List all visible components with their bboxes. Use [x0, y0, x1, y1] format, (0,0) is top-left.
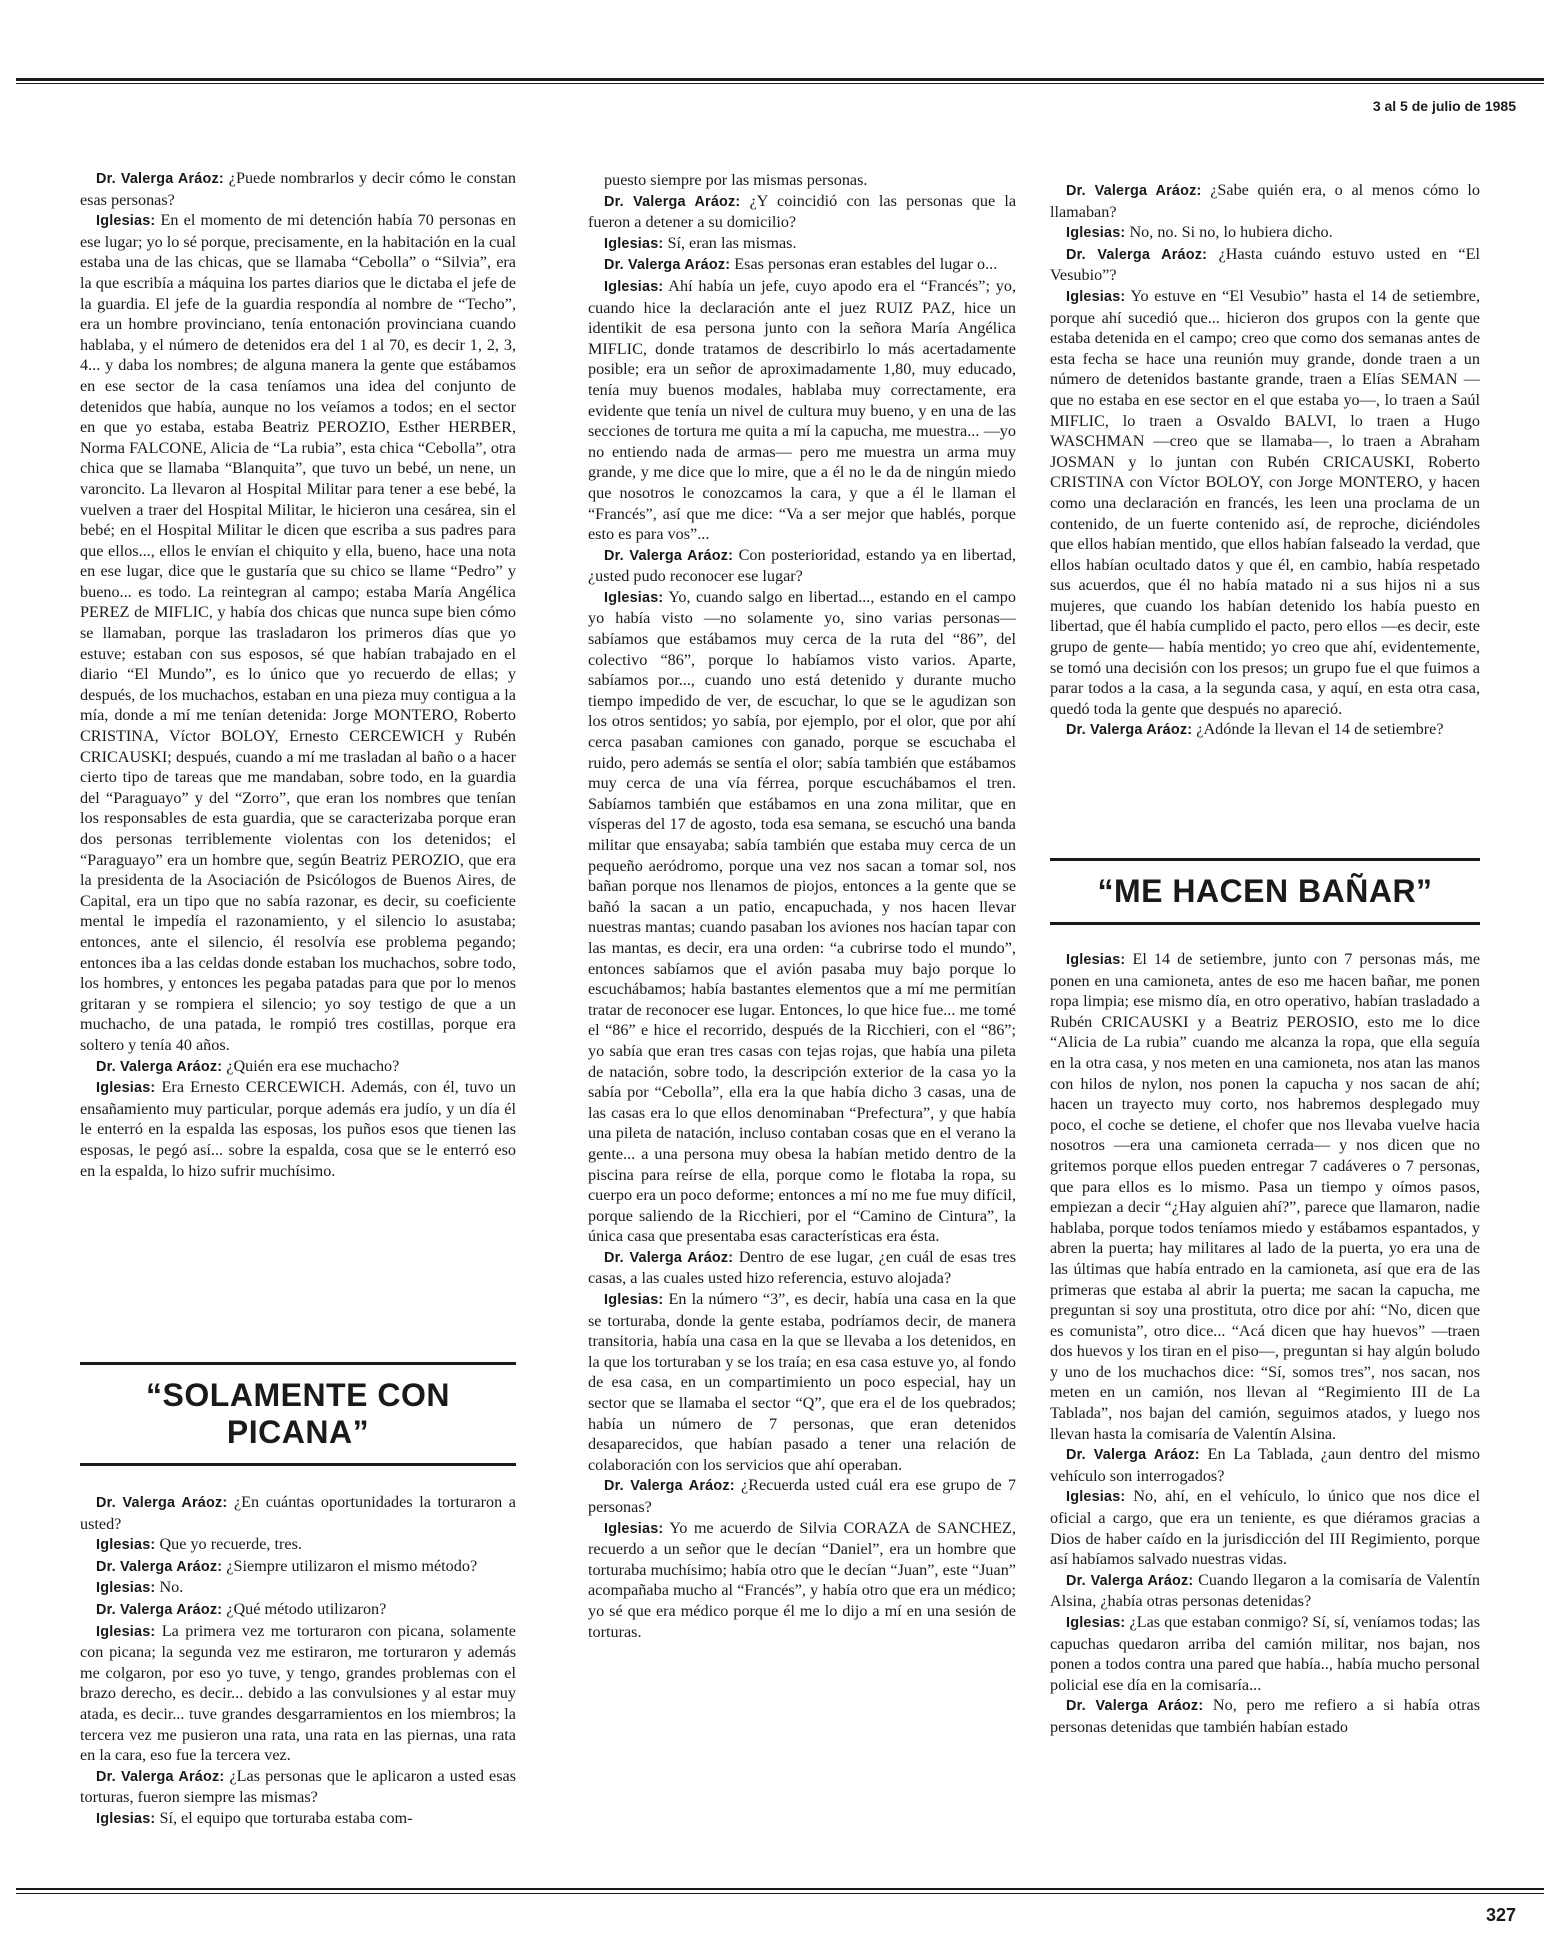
- speaker-label: Iglesias:: [604, 1520, 664, 1537]
- transcript-paragraph: [80, 1599, 516, 1621]
- transcript-paragraph: [1050, 949, 1480, 1444]
- transcript-paragraph: [80, 1808, 516, 1830]
- speaker-label: Iglesias:: [96, 1537, 156, 1554]
- paragraph-text: ¿Sabe quién era, o al menos cómo lo llamaban?: [1050, 181, 1480, 221]
- paragraph-text: ¿En cuántas oportunidades la torturaron a usted?: [80, 1493, 516, 1533]
- transcript-paragraph: [80, 1556, 516, 1578]
- transcript-paragraph: [588, 1475, 1016, 1517]
- paragraph-text: ¿Recuerda usted cuál era ese grupo de 7 personas?: [588, 1476, 1017, 1516]
- paragraph-text: En la número “3”, es decir, había una casa en la que se torturaba, donde la gente estaba, podríamos decir, de manera transitoria, había una casa en la que se llevaba a los detenidos, en la que los torturaban y se los traía; en esa casa estuve yo, al fondo de esa casa, en un compartimiento un poco especial, hay un sector que se llamaba el sector “Q”, que era el de los quebrados; había un número de 7 personas, que eran detenidos desaparecidos, que habían pasado a tener una relación de colaboración con los servicios que ahí operaban.: [588, 1290, 1016, 1474]
- bottom-rule: [16, 1888, 1544, 1890]
- transcript-paragraph: [588, 276, 1016, 545]
- paragraph-text: Yo estuve en “El Vesubio” hasta el 14 de setiembre, porque ahí sucedió que... hicieron dos grupos con la gente que estaba detenida en el campo; creo que como dos semanas antes de esta fecha se hace una reunión muy grande, donde traen a un número de detenidos bastante grande, traen a Elías SEMAN —que no estaba en ese sector en el que estaba yo—, lo traen a Saúl MIFLIC, lo traen a Osvaldo BALVI, lo traen a Hugo WASCHMAN —creo que se llamaba—, lo traen a Abraham JOSMAN y lo juntan con Rubén CRICAUSKI, Roberto CRISTINA con Víctor BOLOY, con Jorge MONTERO, y hacen como una declaración en francés, les leen una proclama de un contenido, de un fuerte contenido así, de reproche, diciéndoles que ellos habían mentido, que ellos habían falseado la verdad, que ellos habían ocultado datos y que él, en cambio, había respetado sus acuerdos, que él no había matado ni a sus hijos ni a sus mujeres, que cuando los habían detenido los había puesto en libertad, que él había cumplido el pacto, pero ellos —es decir, este grupo de gente— había mentido; yo creo que ahí, evidentemente, se tomó una decisión con los presos; un grupo fue el que fuimos a parar todos a la casa, a la segunda casa, y aquí, en esta otra casa, quedó toda la gente que después no apareció.: [1050, 286, 1480, 718]
- paragraph-text: La primera vez me torturaron con picana, solamente con picana; la segunda vez me estiraron, me torturaron y además me colgaron, por eso yo tuve, y tengo, grandes problemas con el brazo derecho, es decir... debido a las convulsiones y al estar muy atada, es decir... tuve grandes desgarramientos en los miembros; la tercera vez me pusieron una rata, una rata en las piernas, una rata en la cara, eso fue la tercera vez.: [80, 1621, 516, 1765]
- transcript-paragraph: [1050, 719, 1480, 741]
- transcript-paragraph: [588, 254, 1016, 276]
- speaker-label: Iglesias:: [96, 1580, 156, 1597]
- heading-box: [80, 1362, 516, 1466]
- speaker-label: Dr. Valerga Aráoz:: [96, 1495, 228, 1511]
- speaker-label: Dr. Valerga Aráoz:: [604, 1249, 734, 1266]
- speaker-label: Iglesias:: [96, 1080, 156, 1097]
- paragraph-text: Sí, eran las mismas.: [667, 233, 797, 252]
- transcript-paragraph: [588, 191, 1016, 233]
- transcript-paragraph: [1050, 222, 1480, 244]
- speaker-label: Iglesias:: [1066, 288, 1126, 305]
- transcript-paragraph: [1050, 180, 1480, 222]
- speaker-label: Dr. Valerga Aráoz:: [96, 1768, 225, 1785]
- transcript-paragraph: [1050, 1570, 1480, 1612]
- speaker-label: Dr. Valerga Aráoz:: [604, 1478, 735, 1495]
- paragraph-text: Yo me acuerdo de Silvia CORAZA de SANCHEZ, recuerdo a un señor que le decían “Daniel”, era un hombre que torturaba muchísimo; había otro que le decían “Juan”, este “Juan” acompañaba mucho al “Francés”, y había otro que era un médico; yo sé que era médico porque él me lo dijo a mí en una sesión de torturas.: [588, 1518, 1016, 1641]
- paragraph-text: Era Ernesto CERCEWICH. Además, con él, tuvo un ensañamiento muy particular, porque además era judío, y un día él le enterró en la espalda las esposas, los puños esos que tienen las esposas, le pegó así... sobre la espalda, cosa que se le enterró eso en la espalda, lo hizo sufrir muchísimo.: [80, 1078, 517, 1180]
- transcript-paragraph: [588, 1247, 1016, 1289]
- paragraph-text: ¿Adónde la llevan el 14 de setiembre?: [1196, 720, 1444, 739]
- paragraph-text: ¿Puede nombrarlos y decir cómo le constan esas personas?: [80, 169, 516, 209]
- transcript-paragraph: [80, 168, 516, 210]
- column-3: [1050, 180, 1480, 741]
- paragraph-text: ¿Y coincidió con las personas que la fueron a detener a su domicilio?: [588, 191, 1017, 232]
- speaker-label: Dr. Valerga Aráoz:: [1066, 722, 1193, 739]
- transcript-paragraph: [1050, 1695, 1480, 1737]
- transcript-paragraph: [1050, 1486, 1480, 1569]
- speaker-label: Iglesias:: [1066, 1615, 1126, 1631]
- speaker-label: Dr. Valerga Aráoz:: [1066, 1447, 1200, 1464]
- paragraph-text: No, pero me refiero a si había otras personas detenidas que también habían estado: [1050, 1696, 1480, 1736]
- column-3-continued: [1050, 949, 1480, 1738]
- speaker-label: Dr. Valerga Aráoz:: [1066, 246, 1208, 263]
- speaker-label: Iglesias:: [96, 1810, 156, 1827]
- transcript-paragraph: [80, 1577, 516, 1599]
- transcript-paragraph: [80, 1534, 516, 1556]
- paragraph-text: Esas personas eran estables del lugar o...: [734, 255, 998, 274]
- heading-text: “ME HACEN BAÑAR”: [1097, 873, 1433, 909]
- speaker-label: Iglesias:: [1066, 225, 1126, 242]
- speaker-label: Iglesias:: [604, 278, 664, 295]
- transcript-paragraph: [80, 1056, 516, 1078]
- column-1-continued: [80, 1492, 516, 1830]
- paragraph-text: Ahí había un jefe, cuyo apodo era el “Francés”; yo, cuando hice la declaración ante el juez RUIZ PAZ, hice un identikit de esa persona junto con la señora María Angélica MIFLIC, donde tratamos de describirlo lo más acertadamente posible; era un señor de aproximadamente 1,80, muy educado, tenía muy buenos modales, hablaba muy correctamente, era evidente que tenía un nivel de cultura muy bueno, y en una de las secciones de tortura me quita a mí la capucha, me muestra... —yo no entiendo nada de armas— pero me muestra un arma muy grande, y me dice que lo mire, que a él no le da de ningún miedo que nosotros le conozcamos la cara, y que a él le llaman el “Francés”, así que me dice: “Va a ser mejor que hablés, porque esto es para vos”...: [588, 276, 1016, 544]
- paragraph-text: ¿Qué método utilizaron?: [226, 1599, 387, 1618]
- paragraph-text: El 14 de setiembre, junto con 7 personas más, me ponen en una camioneta, antes de eso me hacen bañar, me ponen ropa limpia; ese mismo día, en otro operativo, habían trasladado a Rubén CRICAUSKI y a Beatriz PEROSIO, esto me lo dice “Alicia de La rubia” cuando me alcanza la ropa, que ella seguía en la otra casa, y nos meten en una camioneta, nos atan las manos con hilos de nylon, nos ponen la capucha y nos sacan de ahí; hacen un trayecto muy corto, nos habremos desplegado muy poco, el coche se detiene, el chofer que nos llevaba vuelve hacia nosotros —era una camioneta cerrada— y nos dicen que no gritemos porque ellos pueden entregar 7 cadáveres o 7 personas, que para ellos es lo mismo. Pasa un tiempo y oímos pasos, empiezan a decir “¿Hay alguien ahí?”, parece que llamaron, nadie hablaba, porque todos teníamos miedo y estábamos espantados, y abren la puerta; hay militares al lado de la puerta, yo era una de las últimas que había entrado en la camioneta, así que era de las primeras que estaba al abrir la puerta; me sacan la capucha, me preguntan si soy una prostituta, otro dice por ahí: “No, dicen que es comunista”, otro dice... “Acá dicen que hay huevos” —traen dos huevos y los tiran en el piso—, preguntan si hay algún boludo y uno de los muchachos dice: “Sí, somos tres”, nos sacan, nos meten en un camión, nos llevan al “Regimiento III de La Tablada”, nos bajan del camión, seguimos atados, y luego nos llevan hasta la comisaría de Valentín Alsina.: [1050, 950, 1481, 1443]
- speaker-label: Iglesias:: [604, 235, 664, 252]
- column-2: [588, 170, 1016, 1642]
- top-rule: [16, 78, 1544, 81]
- paragraph-text: ¿Siempre utilizaron el mismo método?: [226, 1556, 478, 1575]
- speaker-label: Dr. Valerga Aráoz:: [1066, 183, 1202, 199]
- transcript-paragraph: [1050, 244, 1480, 286]
- speaker-label: Iglesias:: [1066, 1489, 1126, 1506]
- page-number: 327: [1485, 1905, 1516, 1925]
- speaker-label: Dr. Valerga Aráoz:: [96, 1058, 223, 1075]
- paragraph-text: No, ahí, en el vehículo, lo único que nos dice el oficial a cargo, que era un teniente, es que diéramos gracias a Dios de haber caído en la jurisdicción del III Regimiento, porque así habíamos salvado nuestras vidas.: [1050, 1487, 1480, 1569]
- paragraph-text: Que yo recuerde, tres.: [159, 1535, 302, 1554]
- transcript-paragraph: [588, 545, 1016, 587]
- transcript-paragraph: [80, 1492, 516, 1534]
- paragraph-text: Con posterioridad, estando ya en libertad, ¿usted pudo reconocer ese lugar?: [588, 545, 1017, 586]
- transcript-paragraph: [1050, 1444, 1480, 1486]
- paragraph-text: Cuando llegaron a la comisaría de Valentín Alsina, ¿había otras personas detenidas?: [1050, 1570, 1480, 1611]
- speaker-label: Dr. Valerga Aráoz:: [1066, 1572, 1194, 1589]
- paragraph-text: ¿Las personas que le aplicaron a usted esas torturas, fueron siempre las mismas?: [80, 1766, 516, 1807]
- speaker-label: Dr. Valerga Aráoz:: [96, 1601, 223, 1618]
- paragraph-text: Sí, el equipo que torturaba estaba com-: [159, 1808, 413, 1827]
- section-heading-2: [1050, 858, 1480, 1738]
- paragraph-text: Dentro de ese lugar, ¿en cuál de esas tres casas, a las cuales usted hizo referencia, estuvo alojada?: [588, 1247, 1016, 1288]
- paragraph-text: puesto siempre por las mismas personas.: [604, 171, 868, 189]
- paragraph-text: En el momento de mi detención había 70 personas en ese lugar; yo lo sé porque, precisamente, en la habitación en la cual estaba una de las chicas, que se llamaba “Cebolla” o “Silvia”, era la que escribía a máquina los partes diarios que le dictaba el jefe de la guardia. El jefe de la guardia respondía al nombre de “Techo”, era un hombre provinciano, tenía entonación provinciana cuando hablaba, y el número de detenidos era del 1 al 70, es decir 1, 2, 3, 4... y daba los nombres; de alguna manera la gente que estábamos en ese sector de la casa teníamos una idea del conjunto de detenidos que había, aunque no los veíamos a todos; en el sector en que yo estaba, estaba Beatriz PEROZIO, Esther HERBER, Norma FALCONE, Alicia de “La rubia”, esta chica “Cebolla”, otra chica que se llamaba “Blanquita”, que tuvo un bebé, un nene, un varoncito. La llevaron al Hospital Militar para tener a ese bebé, la vuelven a traer del Hospital Militar, le hicieron una cesárea, sin el bebé; en el Hospital Militar le dicen que escriba a sus padres para que ellos..., ellos le envían el chiquito y ella, bueno, hace una nota en ese lugar, dice que le gustaría que su chico se llame “Pedro” y bueno... es todo. La reintegran al campo; estaba María Angélica PEREZ de MIFLIC, y había dos chicas que nunca supe bien cómo se llamaban, porque las trasladaron los primeros días que yo estuve; estaban con sus esposos, sé que habían trabajado en el diario “El Mundo”, es lo único que yo recuerdo de ellas; y después, de los muchachos, estaban en una pieza muy contigua a la mía, donde a mí me tenían detenida: Jorge MONTERO, Roberto CRISTINA, Víctor BOLOY, Ernesto CERCEWICH y Rubén CRICAUSKI; después, cuando a mí me trasladan al baño o a hacer cierto tipo de tareas que me mandaban, sobre todo, en la guardia del “Paraguayo” y del “Zorro”, que eran los nombres que tenían los responsables de esta guardia, que se caracterizaba porque eran dos personas terriblemente violentas con los detenidos; el “Paraguayo” era un hombre que, según Beatriz PEROZIO, que era la presidenta de la Asociación de Psicólogos de Buenos Aires, de Capital, era un tipo que no sabía razonar, es decir, su coeficiente mental le impedía el razonamiento, y el silencio lo asustaba; entonces, ante el silencio, él resolvía ese problema pegando; entonces iba a las celdas donde estaban los muchachos, sobre todo, los hombres, y entonces les pegaba patadas para que por lo menos gritaran y se rompiera el silencio; yo soy testigo de que a un muchacho, de una patada, le rompió tres costillas, porque era soltero y tenía 40 años.: [80, 211, 517, 1054]
- transcript-paragraph: [588, 587, 1016, 1247]
- column-1: [80, 168, 516, 1181]
- paragraph-text: ¿Quién era ese muchacho?: [226, 1056, 400, 1075]
- paragraph-text: No, no. Si no, lo hubiera dicho.: [1129, 223, 1333, 242]
- speaker-label: Dr. Valerga Aráoz:: [96, 1558, 223, 1575]
- issue-date: 3 al 5 de julio de 1985: [1372, 98, 1516, 114]
- section-heading-1: [80, 1362, 516, 1830]
- speaker-label: Dr. Valerga Aráoz:: [604, 257, 731, 274]
- transcript-paragraph: [588, 233, 1016, 255]
- transcript-paragraph: [80, 1077, 516, 1181]
- transcript-paragraph: [588, 170, 1016, 191]
- paragraph-text: ¿Las que estaban conmigo? Sí, sí, veníamos todas; las capuchas quedaron arriba del camión militar, nos bajan, nos ponen a todos contra una pared que había.., había mucho personal policial ese día en la comisaría...: [1050, 1613, 1480, 1694]
- transcript-paragraph: [80, 210, 516, 1055]
- transcript-paragraph: [80, 1621, 516, 1766]
- transcript-paragraph: [1050, 1612, 1480, 1695]
- transcript-paragraph: [1050, 286, 1480, 719]
- paragraph-text: ¿Hasta cuándo estuvo usted en “El Vesubio”?: [1050, 244, 1480, 285]
- transcript-paragraph: [80, 1766, 516, 1808]
- speaker-label: Iglesias:: [96, 213, 156, 230]
- transcript-paragraph: [588, 1518, 1016, 1643]
- paragraph-text: No.: [159, 1578, 184, 1597]
- speaker-label: Iglesias:: [96, 1623, 156, 1640]
- speaker-label: Iglesias:: [1066, 952, 1126, 968]
- speaker-label: Dr. Valerga Aráoz:: [604, 193, 741, 210]
- bottom-rule-thin: [16, 1893, 1544, 1894]
- transcript-paragraph: [588, 1289, 1016, 1475]
- paragraph-text: Yo, cuando salgo en libertad..., estando en el campo yo había visto —no solamente yo, sino varias personas— sabíamos que estábamos muy cerca de la ruta del “86”, del colectivo “86”, porque lo habíamos visto varios. Aparte, sabíamos por..., cuando uno está detenido y durante mucho tiempo impedido de ver, de escuchar, lo que se le agudizan son los otros sentidos; yo sabía, por ejemplo, por el olor, que por ahí cerca pasaban camiones con ganado, porque se escuchaba el ruido, pero además se sentía el olor; sabía también que estábamos muy cerca de una vía férrea, porque escuchábamos el tren. Sabíamos también que estábamos en una zona militar, que en vísperas del 17 de agosto, toda esa semana, se escuchó una banda militar que ensayaba; sabía también que estaba muy cerca de un pequeño aeródromo, porque una vez nos sacan a tomar sol, nos bañan porque nos llenamos de piojos, entonces a la gente que se bañó la sacan a un patio, encapuchada, y nos hacen llevar nuestras mantas; cuando pasaban los aviones nos hacían tapar con las mantas, es decir, era una orden: “a cubrirse todo el mundo”, entonces sabíamos que el avión pasaba muy bajo porque lo escuchábamos; había bastantes elementos que a mí me permitían tratar de reconocer ese lugar. Entonces, lo que hice fue... me tomé el “86” e hice el recorrido, después de la Ricchieri, con el “86”; yo sabía que eran tres casas con tejas rojas, que había una pileta de natación, sobre todo, la descripción exterior de la casa yo la sabía por “Cebolla”, ella era la que había dicho 3 casas, una de las casas era lo que ellos denominaban “Prefectura”, y que había una pileta de natación, incluso contaban cosas que en el verano la gente... a una persona muy obesa la habían metido dentro de la piscina para reírse de ella, porque como le flotaba la ropa, su cuerpo era un poco deforme; entonces a mí no me fue muy difícil, porque saliendo de la Ricchieri, por el “Camino de Cintura”, la única casa que presentaba esas características era ésta.: [588, 587, 1016, 1246]
- paragraph-text: En La Tablada, ¿aun dentro del mismo vehículo son interrogados?: [1050, 1445, 1480, 1485]
- speaker-label: Dr. Valerga Aráoz:: [96, 171, 224, 187]
- speaker-label: Dr. Valerga Aráoz:: [604, 547, 734, 564]
- speaker-label: Dr. Valerga Aráoz:: [1066, 1698, 1204, 1715]
- heading-text: “SOLAMENTE CON PICANA”: [146, 1377, 450, 1450]
- top-rule-thin: [16, 83, 1544, 84]
- heading-box: [1050, 858, 1480, 925]
- speaker-label: Iglesias:: [604, 1292, 664, 1309]
- speaker-label: Iglesias:: [604, 589, 664, 606]
